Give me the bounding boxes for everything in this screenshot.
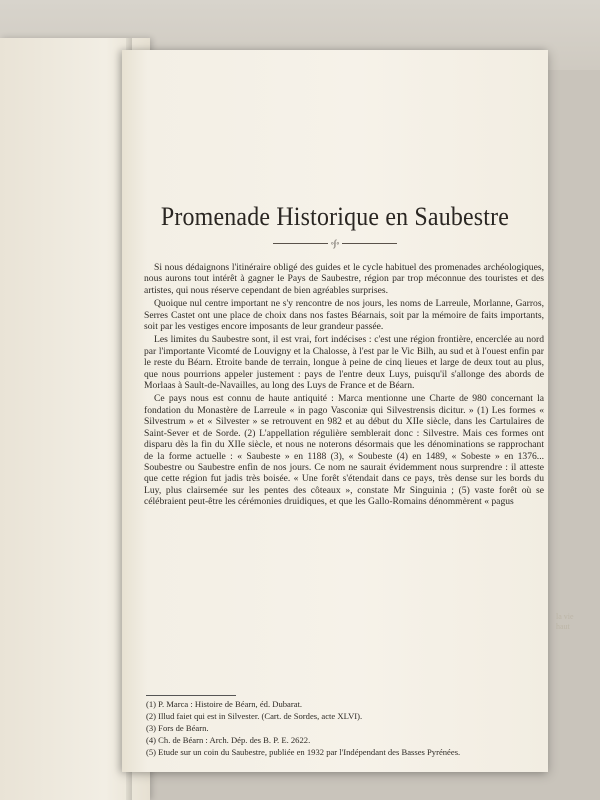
paragraph: Ce pays nous est connu de haute antiquité : Marca mentionne une Charte de 980 concernant la fondation du Monastère de Larreule « in pago Vasconiæ qui Silvestrensis dicitur. » (1) Les formes « Silvestrum » et « Silvester » se retrouvent en 982 et au début du XIIe siècle, dans les Cartulaires de Saint-Sever et de Sorde. (2) L'appellation régulière semblerait donc : Silvestre. Mais ces formes ont disparu dès la fin du XIIe siècle, et nous ne noterons désormais que les dénominations se rapprochant de la forme actuelle : « Saubeste » en 1188 (3), « Soubeste (4) en 1489, « Sobeste » en 1376... Soubestre ou Saubestre enfin de nos jours. Ce nom ne saurait évidemment nous surprendre : il atteste que cette région fut jadis très boisée. « Une forêt s'étendait dans ce pays, très dense sur les bords du Luy, plus clairsemée sur les pentes des côteaux », constate Mr Singuinia ; (5) vaste forêt où se célébraient peut-être les cérémonies druidiques, et que les Gallo-Romains dénommèrent « pagus — [144, 393, 544, 508]
paragraph: Quoique nul centre important ne s'y rencontre de nos jours, les noms de Larreule, Morlanne, Garros, Serres Castet ont une place de choix dans nos fastes Béarnais, soit par la mémoire de faits importants, soit par les vestiges encore imposants de leur grandeur passée. — [144, 298, 544, 333]
paragraph: Si nous dédaignons l'itinéraire obligé des guides et le cycle habituel des promenades archéologiques, nous aurons tout intérêt à gagner le Pays de Saubestre, région par trop méconnue des touristes et des artistes, qui nous réserve cependant de bien agréables surprises. — [144, 262, 544, 296]
title-ornament — [122, 238, 548, 248]
paragraph: Les limites du Saubestre sont, il est vrai, fort indécises : c'est une région frontière, encerclée au nord par l'importante Vicomté de Louvigny et la Chalosse, à l'est par le Vic Bilh, au sud et à l'ouest enfin par le reste du Béarn. Etroite bande de terrain, longue à peine de cinq lieues et large de deux tout au plus, que nous pourrions appeler justement : pays de l'entre deux Luys, puisqu'il s'allonge des abords de Morlaas à Sault-de-Navailles, au long des Luys de France et de Béarn. — [144, 334, 544, 392]
footnote: (2) Illud faiet qui est in Silvester. (Cart. de Sordes, acte XLVI). — [146, 711, 363, 721]
ornament-line-right — [342, 243, 397, 244]
page-title: Promenade Historique en Saubestre — [160, 202, 510, 231]
footnote: (1) P. Marca : Histoire de Béarn, éd. Dubarat. — [146, 699, 303, 709]
document-page — [122, 50, 548, 772]
footnotes — [146, 699, 538, 759]
bleed-through-text: la vie haut — [556, 612, 574, 631]
ornament-glyph: ◦∫◦ — [330, 238, 340, 248]
footnote-rule — [146, 695, 236, 696]
footnote: (5) Etude sur un coin du Saubestre, publiée en 1932 par l'Indépendant des Basses Pyrénées. — [146, 747, 461, 757]
footnote: (4) Ch. de Béarn : Arch. Dép. des B. P. E. 2622. — [146, 735, 311, 745]
body-text — [144, 262, 544, 510]
footnote: (3) Fors de Béarn. — [146, 723, 209, 733]
ornament-line-left — [273, 243, 328, 244]
